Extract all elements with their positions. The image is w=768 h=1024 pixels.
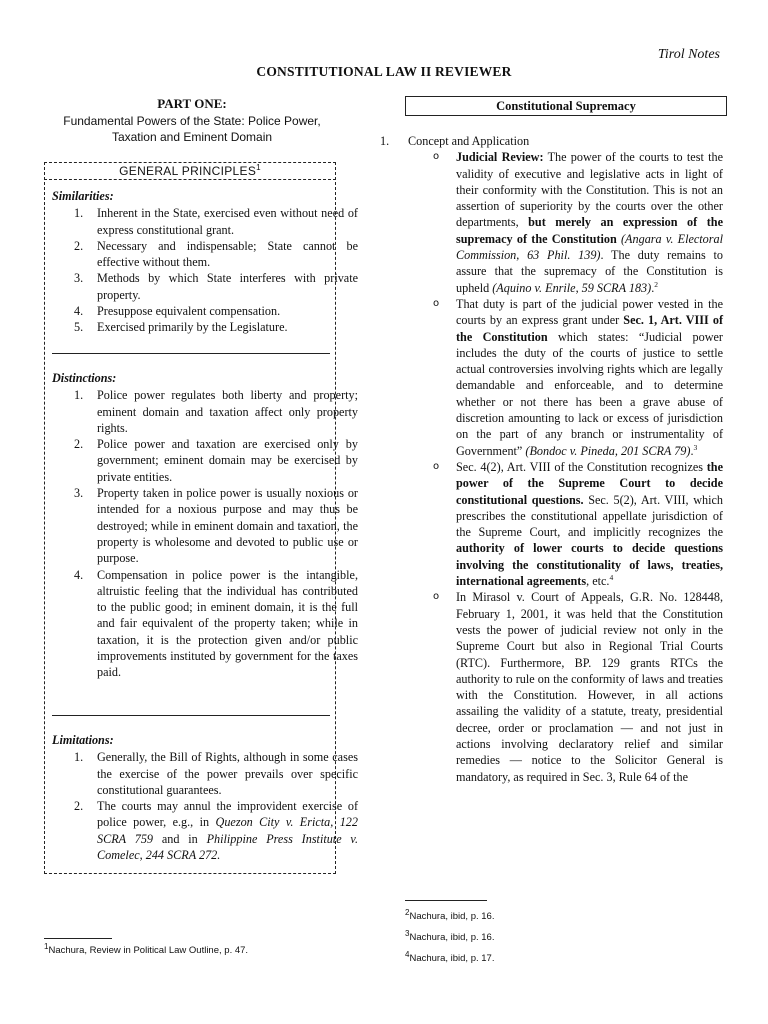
limitations-section bbox=[52, 732, 358, 863]
footnote-ref-1: 1 bbox=[256, 163, 261, 172]
footnote-text: Nachura, Review in Political Law Outline, p. 47. bbox=[48, 945, 249, 956]
case-citation: Quezon City v. Ericta, 122 SCRA 759 bbox=[97, 815, 358, 846]
footnote-number: 2 bbox=[405, 907, 410, 917]
list-item bbox=[380, 296, 723, 459]
text: which states: “Judicial power includes the duty of the courts of justice to settle actual controversies involving rights which are legally demandable and enforceable, and to determine whether or not there has been a grave abuse of discretion amounting to lack or excess of jurisdiction on the part of any branch or instrumentality of Government” bbox=[456, 329, 723, 458]
footnotes-right bbox=[405, 906, 494, 969]
list-item bbox=[380, 149, 723, 296]
emphasis: Sec. 1, Art. VIII of the Constitution bbox=[456, 313, 723, 344]
footnote bbox=[405, 927, 494, 948]
emphasis: authority of lower courts to decide questions involving the constitutionality of laws, treaties, international agreements bbox=[456, 541, 723, 589]
footnote-number: 1 bbox=[44, 941, 49, 951]
section-divider bbox=[52, 353, 330, 354]
text: . bbox=[651, 280, 655, 295]
footnote bbox=[44, 941, 249, 958]
part-subtitle-line1: Fundamental Powers of the State: Police Power, bbox=[63, 114, 321, 129]
list-item-text: Property taken in police power is usually noxious or intended for a noxious purpose and may thus be destroyed; while in eminent domain and taxation, the property is wholesome and devoted to public use or purpose. bbox=[97, 486, 358, 566]
similarities-section bbox=[52, 188, 358, 336]
footnote-ref-3: 3 bbox=[693, 442, 698, 452]
list-item: 4. Compensation in police power is the intangible, altruistic feeling that the individual has contributed to the public good; in eminent domain, it is the full and fair equivalent of the property taken; while in taxation, it is the protection given and/or public improvements instituted by government for the taxes paid. bbox=[74, 567, 358, 680]
limitations-list bbox=[52, 749, 358, 863]
list-item-text: and in bbox=[153, 831, 207, 846]
list-item-text: The courts may annul the improvident exercise of police power, e.g., in bbox=[97, 799, 358, 830]
text: . bbox=[690, 443, 694, 458]
list-item-text: Generally, the Bill of Rights, although in some cases the exercise of the power prevails over specific constitutional guarantees. bbox=[97, 750, 358, 797]
bullet-icon: o bbox=[433, 151, 440, 163]
case-citation: (Aquino v. Enrile, 59 SCRA 183) bbox=[492, 280, 652, 295]
list-item: 2. Necessary and indispensable; State cannot be effective without them. bbox=[74, 238, 358, 270]
list-item bbox=[380, 459, 723, 589]
document-title: CONSTITUTIONAL LAW II REVIEWER bbox=[256, 64, 512, 79]
list-item-text: Police power and taxation are exercised only by government; eminent domain may be exercised by private entities. bbox=[97, 437, 358, 484]
list-item: 3. Property taken in police power is usually noxious or intended for a noxious purpose and may thus be destroyed; while in eminent domain and taxation, the property is wholesome and devoted to public use or purpose. bbox=[74, 486, 358, 566]
case-citation: (Angara v. Electoral Commission, 63 Phil. 139) bbox=[456, 231, 723, 263]
similarities-label: Similarities: bbox=[52, 189, 114, 203]
part-heading-block bbox=[44, 96, 340, 145]
similarities-list bbox=[52, 205, 358, 335]
list-item: 1. Generally, the Bill of Rights, although in some cases the exercise of the power prevails over specific constitutional guarantees. bbox=[74, 750, 358, 797]
footnote-ref-2: 2 bbox=[654, 279, 658, 289]
list-item-text: Compensation in police power is the intangible, altruistic feeling that the individual has contributed to the public good; in eminent domain, it is the full and fair equivalent of the property taken; while in taxation, it is the protection given and/or public improvements instituted by government for the taxes paid. bbox=[97, 567, 358, 680]
case-citation: (Bondoc v. Pineda, 201 SCRA 79) bbox=[525, 443, 691, 458]
text: The power of the courts to test the validity of executive and legislative acts in light of their conformity with the Constitution. This is not an assertion of superiority by the courts over the other departments, bbox=[456, 150, 723, 230]
list-item-text: Police power regulates both liberty and property; eminent domain and taxation affect only property rights. bbox=[97, 388, 358, 435]
part-subtitle bbox=[44, 113, 340, 145]
general-principles-title bbox=[44, 162, 336, 180]
concept-label: Concept and Application bbox=[408, 134, 530, 148]
list-item-text: Presuppose equivalent compensation. bbox=[97, 304, 281, 319]
footnote-ref-4: 4 bbox=[609, 572, 614, 582]
text: , etc. bbox=[586, 574, 610, 589]
list-item-text: Exercised primarily by the Legislature. bbox=[97, 320, 288, 335]
right-column-content bbox=[380, 133, 723, 785]
section-divider bbox=[52, 715, 330, 716]
distinctions-list bbox=[52, 387, 358, 680]
part-heading: PART ONE: bbox=[157, 96, 227, 111]
constitutional-supremacy-heading: Constitutional Supremacy bbox=[405, 96, 727, 116]
bullet-icon: o bbox=[433, 460, 440, 472]
list-item: 4. Presuppose equivalent compensation. bbox=[74, 304, 281, 319]
footnote-number: 3 bbox=[405, 928, 410, 938]
emphasis: but merely an expression of the supremacy of the Constitution bbox=[456, 215, 723, 246]
text: That duty is part of the judicial power vested in the courts by an express grant under bbox=[456, 296, 723, 328]
text: Sec. 5(2), Art. VIII, which prescribes the constitutional appellate jurisdiction of the Supreme Court, and implicitly recognizes the bbox=[456, 492, 723, 540]
distinctions-label: Distinctions: bbox=[52, 371, 117, 385]
footnote-text: Nachura, ibid, p. 16. bbox=[409, 911, 495, 922]
concept-bullets bbox=[380, 149, 723, 785]
footnote-number: 4 bbox=[405, 949, 410, 959]
list-item-text: Methods by which State interferes with private property. bbox=[97, 271, 358, 302]
footnote-divider bbox=[44, 938, 112, 939]
bullet-icon: o bbox=[433, 297, 440, 309]
text: . The duty remains to assure that the supremacy of the Constitution is upheld bbox=[456, 248, 723, 295]
list-item-text: Inherent in the State, exercised even without need of express constitutional grant. bbox=[97, 206, 358, 237]
concept-heading bbox=[380, 133, 723, 149]
emphasis: the power of the Supreme Court to decide constitutional questions. bbox=[456, 459, 723, 507]
footnote-divider bbox=[405, 900, 487, 901]
general-principles-title-text: GENERAL PRINCIPLES bbox=[119, 164, 257, 178]
list-item: 5. Exercised primarily by the Legislature. bbox=[74, 320, 288, 335]
list-item: 1. Inherent in the State, exercised even without need of express constitutional grant. bbox=[74, 206, 358, 237]
limitations-label: Limitations: bbox=[52, 733, 114, 747]
text: In Mirasol v. Court of Appeals, G.R. No. 128448, February 1, 2001, it was held that the Constitution vests the power of judicial review not only in the Supreme Court but also in Regional Trial Courts (RTC). Furthermore, BP. 129 grants RTCs the authority to rule on the conformity of laws and treaties with the Constitution. However, in all actions assailing the validity of a statute, treaty, presidential decree, order or proclamation — and not just in actions involving declaratory relief and similar remedies — notice to the Solicitor General is mandatory, as required in Sec. 3, Rule 64 of the bbox=[456, 590, 723, 784]
list-item: 2. Police power and taxation are exercised only by government; eminent domain may be exercised by private entities. bbox=[74, 437, 358, 484]
list-item: 2. The courts may annul the improvident exercise of police power, e.g., in Quezon City v. Ericta, 122 SCRA 759 and in Philippine Press Institute v. Comelec, 244 SCRA 272. bbox=[74, 799, 358, 863]
footnote-text: Nachura, ibid, p. 16. bbox=[409, 932, 495, 943]
list-item bbox=[380, 589, 723, 785]
footnote-text: Nachura, ibid, p. 17. bbox=[409, 953, 495, 964]
bullet-icon: o bbox=[433, 591, 440, 603]
part-subtitle-line2: Taxation and Eminent Domain bbox=[111, 130, 273, 145]
footnote bbox=[405, 948, 494, 969]
list-item: 1. Police power regulates both liberty and property; eminent domain and taxation affect only property rights. bbox=[74, 388, 358, 435]
term: Judicial Review: bbox=[456, 150, 544, 165]
distinctions-section bbox=[52, 370, 358, 681]
text: Sec. 4(2), Art. VIII of the Constitution recognizes bbox=[456, 459, 707, 474]
case-citation: Philippine Press Institute v. Comelec, 244 SCRA 272. bbox=[97, 831, 358, 863]
concept-number: 1. bbox=[380, 134, 390, 148]
footnote bbox=[405, 906, 494, 927]
list-item-text: Necessary and indispensable; State cannot be effective without them. bbox=[97, 238, 358, 270]
list-item: 3. Methods by which State interferes with private property. bbox=[74, 271, 358, 302]
notes-label: Tirol Notes bbox=[657, 47, 720, 62]
